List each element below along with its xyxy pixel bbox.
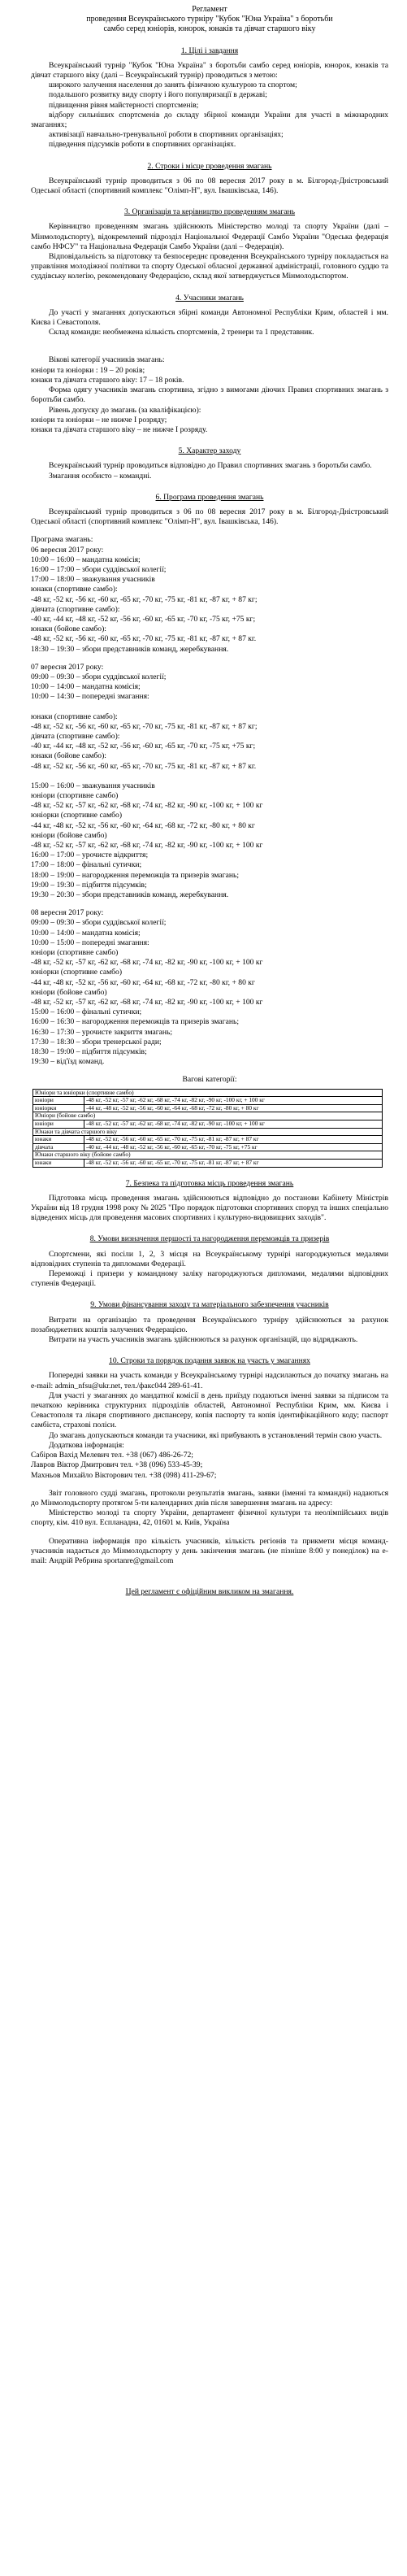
section-5-heading: 5. Характер заходу	[178, 446, 241, 456]
section-6-heading: 6. Програма проведення змагань	[155, 492, 264, 502]
weights-category-name: юніори	[33, 1120, 84, 1129]
program-line: 16:00 – 16:30 – нагородження переможців та призерів змагань;	[31, 1017, 240, 1027]
section-4-heading: 4. Учасники змагань	[175, 293, 244, 302]
program-line: юніори (спортивне самбо)	[31, 791, 119, 800]
program-line: 17:00 – 18:00 – фінальні сутички;	[31, 860, 142, 870]
age-categories-title: Вікові категорії учасників змагань:	[49, 355, 165, 365]
program-line: юнаки (бойове самбо):	[31, 751, 106, 761]
section-10-paragraph: Для участі у змаганнях до мандатної комісії в день приїзду подаються іменні заявки за підписом та печаткою керівника структурних підрозділів областей, Автономної Республіки Крим, мм. Києва і Севастополя та лікаря спортивного диспансеру, копія паспорту та копія ідентифікаційного коду; паспорт самбіста, страхові поліси.	[31, 1390, 388, 1430]
weights-row	[33, 1097, 383, 1105]
weight-categories-table	[32, 1089, 383, 1168]
program-line	[31, 703, 388, 712]
weights-group-label: Юніори (бойове самбо)	[33, 1112, 383, 1120]
program-line: 18:00 – 19:00 – нагородження переможців та призерів змагань;	[31, 870, 240, 880]
section-8-paragraph: Переможці і призери у командному заліку нагороджуються дипломами, медалями відповідних ступенів Федерації.	[31, 1269, 388, 1289]
section-5-paragraph: Змагання особисто – командні.	[49, 471, 152, 481]
program-line: -40 кг, -44 кг, -48 кг, -52 кг, -56 кг, -60 кг, -65 кг, -70 кг, -75 кг, +75 кг;	[31, 614, 256, 624]
section-3-heading: 3. Організація та керівництво проведенням змагань	[123, 207, 296, 217]
section-10-paragraph: Оперативна інформація про кількість учасників, кількість регіонів та прикмети місця команд-учасників надається до Мінмолодьспорту у день закінчення змагань (не пізніше 8:00 у понеділок) на e-mail: Андрій Ребрина sportanre@gmail.com	[31, 1536, 388, 1565]
goal-item: підвищення рівня майстерності спортсменів;	[49, 100, 199, 110]
weights-row	[33, 1160, 383, 1168]
admission-title: Рівень допуску до змагань (за кваліфікацією):	[49, 405, 201, 415]
program-line: 10:00 – 14:30 – попередні змагання:	[31, 692, 149, 702]
program-line	[31, 772, 388, 781]
weights-category-values: -44 кг, -48 кг, -52 кг, -56 кг, -60 кг, -64 кг, -68 кг, -72 кг, -80 кг, + 80 кг	[84, 1104, 383, 1112]
program-line: юніорки (спортивне самбо)	[31, 811, 123, 820]
weights-category-values: -48 кг, -52 кг, -56 кг, -60 кг, -65 кг, -70 кг, -75 кг, -81 кг, -87 кг, + 87 кг	[84, 1136, 383, 1144]
program-day-3	[31, 908, 388, 1067]
program-line: 10:00 – 14:00 – мандатна комісія;	[31, 682, 141, 692]
weights-title: Вагові категорії:	[182, 1075, 237, 1085]
program-line: 17:00 – 18:00 – зважування учасників	[31, 575, 155, 585]
section-4-paragraph: Форма одягу учасників змагань спортивна, згідно з вимогами діючих Правил спортивних змагань з боротьби самбо.	[31, 385, 388, 405]
goal-item: відбору сильніших спортсменів до складу збірної команди України для участі в міжнародних змаганнях;	[31, 110, 388, 130]
program-line: 10:00 – 16:00 – мандатна комісія;	[31, 555, 141, 564]
document-title	[31, 5, 388, 35]
contact-line: Лавров Віктор Дмитрович тел. +38 (096) 533-45-39;	[31, 1460, 203, 1470]
program-day-date: 06 вересня 2017 року:	[31, 545, 104, 555]
goal-item: подальшого розвитку виду спорту і його популяризації в державі;	[49, 90, 267, 100]
weights-category-name: юніори	[33, 1097, 84, 1105]
program-line: 09:00 – 09:30 – збори суддівської колегії;	[31, 918, 167, 928]
section-1-intro: Всеукраїнський турнір "Кубок "Юна Україна" з боротьби самбо серед юніорів, юнорок, юнаків та дівчат старшого віку (далі – Всеукраїнський турнір) проводиться з метою:	[31, 60, 388, 80]
program-line: 19:00 – 19:30 – підбиття підсумків;	[31, 880, 147, 890]
admission-rank: юнаки та дівчата старшого віку – не нижче I розряду.	[31, 424, 208, 434]
program-line: -48 кг, -52 кг, -57 кг, -62 кг, -68 кг, -74 кг, -82 кг, -90 кг, -100 кг, + 100 кг	[31, 958, 263, 968]
section-1-heading: 1. Цілі і завдання	[180, 46, 239, 55]
weights-category-values: -48 кг, -52 кг, -57 кг, -62 кг, -68 кг, -74 кг, -82 кг, -90 кг, -100 кг, + 100 кг	[84, 1097, 383, 1105]
section-9-paragraph: Витрати на організацію та проведення Всеукраїнського турніру здійснюються за рахунок позабюджетних коштів залучених Федерацією.	[31, 1315, 388, 1334]
program-line: 09:00 – 09:30 – збори суддівської колегії;	[31, 672, 167, 681]
program-line: -40 кг, -44 кг, -48 кг, -52 кг, -56 кг, -60 кг, -65 кг, -70 кг, -75 кг, +75 кг;	[31, 742, 256, 751]
weights-group-label: Юніори та юніорки (спортивне самбо)	[33, 1089, 383, 1097]
weights-category-name: юніорки	[33, 1104, 84, 1112]
section-10-paragraph: До змагань допускаються команди та учасники, які прибувають в установлений термін свою участь.	[49, 1430, 383, 1440]
title-line: самбо серед юніорів, юнорок, юнаків та дівчат старшого віку	[103, 24, 316, 34]
section-9-heading: 9. Умови фінансування заходу та матеріального забезпечення учасників	[90, 1300, 329, 1310]
age-category: юнаки та дівчата старшого віку: 17 – 18 років.	[31, 375, 184, 385]
program-line: -44 кг, -48 кг, -52 кг, -56 кг, -60 кг, -64 кг, -68 кг, -72 кг, -80 кг, + 80 кг	[31, 977, 255, 987]
title-line: проведення Всеукраїнського турніру "Кубок "Юна Україна" з боротьби	[86, 15, 333, 24]
section-10-paragraph: Попередні заявки на участь команди у Всеукраїнському турнірі надсилаються до початку змагань на e-mail: admin_nfsu@ukr.net, тел./факс044 289-61-41.	[31, 1371, 388, 1390]
program-line: 16:00 – 17:00 – збори суддівської колегії;	[31, 564, 167, 574]
program-line: 15:00 – 16:00 – зважування учасників	[31, 781, 155, 790]
program-line: дівчата (спортивне самбо):	[31, 604, 120, 614]
weights-row	[33, 1136, 383, 1144]
official-call-note: Цей регламент є офіційним викликом на змагання.	[125, 1587, 294, 1597]
weights-category-values: -40 кг, -44 кг, -48 кг, -52 кг, -56 кг, -60 кг, -65 кг, -70 кг, -75 кг, +75 кг	[84, 1143, 383, 1151]
section-7-heading: 7. Безпека та підготовка місць проведення змагань	[125, 1178, 294, 1188]
section-8-heading: 8. Умови визначення першості та нагородження переможців та призерів	[89, 1234, 330, 1244]
program-line: юніори (спортивне самбо)	[31, 948, 119, 958]
program-day-1	[31, 546, 388, 655]
admission-rank: юніори та юніорки – не нижче I розряду;	[31, 415, 167, 424]
section-10-heading: 10. Строки та порядок подання заявок на участь у змаганнях	[109, 1356, 310, 1366]
program-line: -48 кг, -52 кг, -57 кг, -62 кг, -68 кг, -74 кг, -82 кг, -90 кг, -100 кг, + 100 кг	[31, 801, 263, 811]
program-line: юнаки (спортивне самбо):	[31, 585, 118, 594]
weights-category-values: -48 кг, -52 кг, -57 кг, -62 кг, -68 кг, -74 кг, -82 кг, -90 кг, -100 кг, + 100 кг	[84, 1120, 383, 1129]
weights-category-name: дівчата	[33, 1143, 84, 1151]
section-10-paragraph: Міністерство молоді та спорту України, департамент фізичної культури та неолімпійських видів спорту, кім. 410 вул. Еспланадна, 42, 01601 м. Київ, Україна	[31, 1508, 388, 1528]
program-day-date: 08 вересня 2017 року:	[31, 908, 104, 918]
program-line: -48 кг, -52 кг, -56 кг, -60 кг, -65 кг, -70 кг, -75 кг, -81 кг, -87 кг, + 87 кг;	[31, 594, 258, 604]
age-category: юніори та юніорки : 19 – 20 років;	[31, 365, 145, 375]
goal-item: підведення підсумків роботи в спортивних організаціях.	[49, 140, 236, 150]
program-line: 15:00 – 16:00 – фінальні сутички;	[31, 1007, 142, 1017]
program-line: 10:00 – 15:00 – попередні змагання:	[31, 938, 149, 947]
contact-line: Махньов Михайло Вікторович тел. +38 (098) 411-29-67;	[31, 1470, 217, 1480]
program-line: -48 кг, -52 кг, -57 кг, -62 кг, -68 кг, -74 кг, -82 кг, -90 кг, -100 кг, + 100 кг	[31, 998, 263, 1007]
weights-category-name: юнаки	[33, 1160, 84, 1168]
program-line: 16:00 – 17:00 – урочисте відкриття;	[31, 851, 149, 860]
program-line: юніори (бойове самбо)	[31, 987, 107, 997]
goal-item: активізації навчально-тренувальної роботи в спортивних організаціях;	[49, 130, 284, 140]
program-title: Програма змагань:	[31, 535, 93, 545]
weights-group-label: Юнаки старшого віку (бойове самбо)	[33, 1151, 383, 1160]
regulation-document	[31, 5, 388, 1597]
goal-item: широкого залучення населення до занять фізичною культурою та спортом;	[49, 80, 297, 90]
contacts-title: Додаткова інформація:	[49, 1440, 124, 1450]
program-line: -44 кг, -48 кг, -52 кг, -56 кг, -60 кг, -64 кг, -68 кг, -72 кг, -80 кг, + 80 кг	[31, 820, 255, 830]
program-day-date: 07 вересня 2017 року:	[31, 662, 104, 672]
weights-category-values: -48 кг, -52 кг, -56 кг, -60 кг, -65 кг, -70 кг, -75 кг, -81 кг, -87 кг, + 87 кг	[84, 1160, 383, 1168]
program-day-2	[31, 663, 388, 900]
program-line: 18:30 – 19:00 – підбиття підсумків;	[31, 1047, 147, 1057]
section-8-paragraph: Спортсмени, які посіли 1, 2, 3 місця на Всеукраїнському турнірі нагороджуються медалями відповідних ступенів та дипломами Федерації.	[31, 1249, 388, 1268]
section-5-paragraph: Всеукраїнський турнір проводиться відповідно до Правил спортивних змагань з боротьби самбо.	[49, 461, 372, 471]
weights-category-name: юнаки	[33, 1136, 84, 1144]
program-line: юніори (бойове самбо)	[31, 830, 107, 840]
section-6-paragraph: Всеукраїнський турнір проводиться з 06 по 08 вересня 2017 року в м. Білгород-Дністровський Одеської області (спортивний комплекс "Олімп-Н", вул. Івашківська, 146).	[31, 507, 388, 527]
section-2-text: Всеукраїнський турнір проводиться з 06 по 08 вересня 2017 року в м. Білгород-Дністровський Одеської області (спортивний комплекс "Олімп-Н", вул. Івашківська, 146).	[31, 176, 388, 196]
weights-row	[33, 1120, 383, 1129]
program-line: -48 кг, -52 кг, -56 кг, -60 кг, -65 кг, -70 кг, -75 кг, -81 кг, -87 кг, + 87 кг.	[31, 634, 257, 644]
section-3-paragraph: Керівництво проведенням змагань здійснюють Міністерство молоді та спорту України (далі – Мінмолодьспорту), відокремлений підрозділ Національної Федерації Самбо України "Одеська федерація самбо НФСУ" та Національна Федерація Самбо України (далі – Федерація).	[31, 222, 388, 251]
program-line: дівчата (спортивне самбо):	[31, 731, 120, 741]
program-line: юнаки (бойове самбо):	[31, 624, 106, 634]
program-line: -48 кг, -52 кг, -56 кг, -60 кг, -65 кг, -70 кг, -75 кг, -81 кг, -87 кг, + 87 кг.	[31, 761, 257, 771]
program-line: 16:30 – 17:30 – урочисте закриття змагань;	[31, 1027, 173, 1037]
program-line: юніорки (спортивне самбо)	[31, 968, 123, 977]
program-line: 10:00 – 14:00 – мандатна комісія;	[31, 928, 141, 938]
program-line: юнаки (спортивне самбо):	[31, 711, 118, 721]
program-line: 19:30 – від'їзд команд.	[31, 1057, 105, 1067]
section-4-paragraph: До участі у змаганнях допускаються збірні команди Автономної Республіки Крим, областей і мм. Києва і Севастополя.	[31, 307, 388, 328]
program-line: 19:30 – 20:30 – збори представників команд, жеребкування.	[31, 890, 229, 900]
section-3-paragraph: Відповідальність за підготовку та безпосереднє проведення Всеукраїнського турніру покладається на управління молодіжної політики та спорту Одеської обласної державної адміністрації, головного суддю та суддівську колегію, рекомендовану Федерацією, склад якої затверджується Мінмолодьспортом.	[31, 252, 388, 281]
section-2-heading: 2. Строки і місце проведення змагань	[147, 161, 272, 171]
program-line: -48 кг, -52 кг, -56 кг, -60 кг, -65 кг, -70 кг, -75 кг, -81 кг, -87 кг, + 87 кг;	[31, 721, 258, 731]
weights-group-label: Юнаки та дівчата старшого віку	[33, 1128, 383, 1136]
program-line: 17:30 – 18:30 – збори тренерської ради;	[31, 1037, 162, 1046]
title-line: Регламент	[192, 5, 227, 14]
section-4-paragraph: Склад команди: необмежена кількість спортсменів, 2 тренери та 1 представник.	[49, 328, 314, 337]
section-7-text: Підготовка місць проведення змагань здійснюються відповідно до постанови Кабінету Міністрів України від 18 грудня 1998 року № 2025 "Про порядок підготовки спортивних споруд та інших спеціально відведених місць для проведення масових спортивних і культурно-видовищних заходів".	[31, 1193, 388, 1223]
contact-line: Сабіров Вахід Мелевич тел. +38 (067) 486-26-72;	[31, 1451, 193, 1460]
program-line: 18:30 – 19:30 – збори представників команд, жеребкування.	[31, 644, 229, 654]
section-9-paragraph: Витрати на участь учасників змагань здійснюються за рахунок організацій, що відряджають.	[49, 1335, 358, 1345]
program-line: -48 кг, -52 кг, -57 кг, -62 кг, -68 кг, -74 кг, -82 кг, -90 кг, -100 кг, + 100 кг	[31, 841, 263, 851]
section-10-paragraph: Звіт головного судді змагань, протоколи результатів змагань, заявки (іменні та командні) надаються до Мінмолодьспорту протягом 5-ти календарних днів після завершення змагань на адресу:	[31, 1488, 388, 1508]
